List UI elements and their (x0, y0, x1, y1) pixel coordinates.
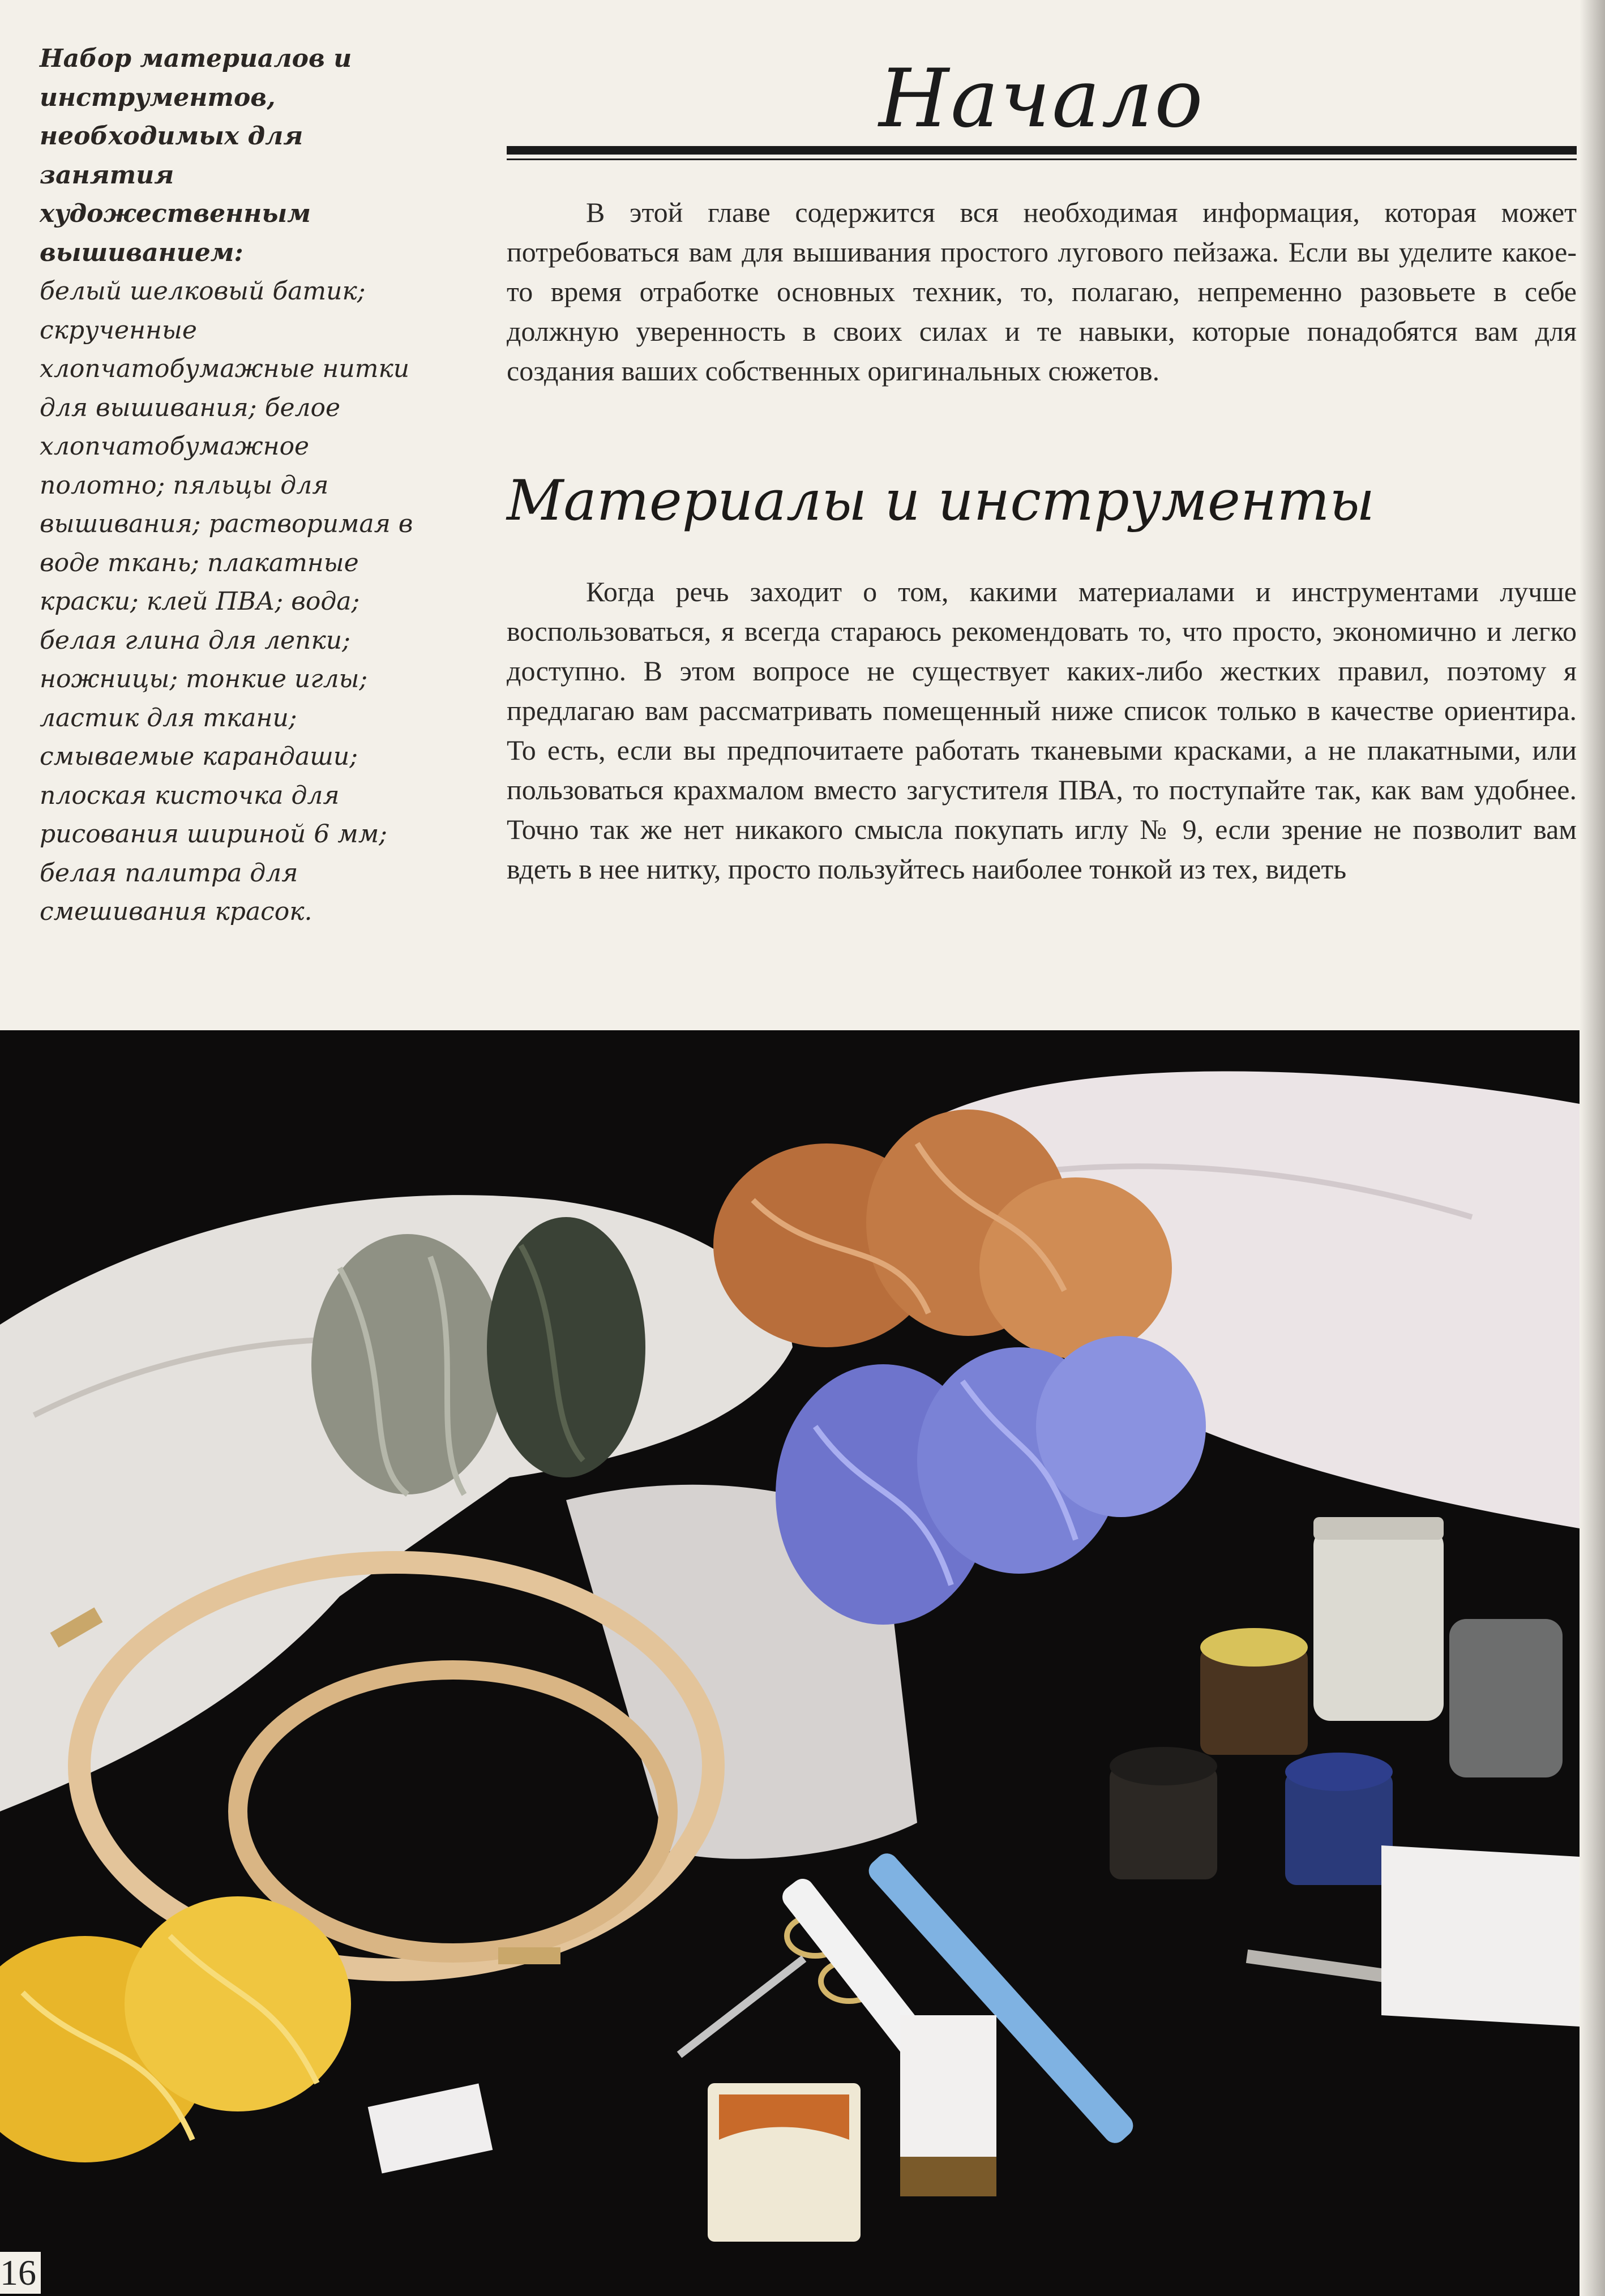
dark-green-thread-skein (487, 1217, 645, 1477)
sidebar-lead: Набор материалов и инструментов, необходимых для занятия художественным вышиванием: (40, 44, 352, 267)
gray-thread-skein (311, 1234, 504, 1494)
title-rule (507, 146, 1577, 155)
page-number: 16 (0, 2252, 41, 2294)
title-rule-thin (507, 159, 1577, 160)
section-title: Материалы и инструменты (507, 469, 1375, 533)
binding-shadow (1580, 0, 1605, 2296)
materials-photo (0, 1030, 1580, 2296)
materials-sidebar (40, 40, 442, 932)
white-palette (1381, 1845, 1580, 2027)
chapter-title: Начало (879, 52, 1205, 145)
chapter-intro: В этой главе содержится вся необходимая информация, которая может потребоваться вам для вышивания простого лугового пейзажа. Если вы уделите какое-то время отработке основных техник, то, полагаю, непременно разовьете в себе должную уверенность в своих силах и те навыки, которые понадобятся вам для создания ваших собственных оригинальных сюжетов. (507, 196, 1577, 387)
sidebar-materials-list: белый шелковый батик; скрученные хлопчатобумажные нитки для вышивания; белое хлопчатобумажное полотно; пяльцы для вышивания; растворимая в воде ткань; плакатные краски; клей ПВА; вода; белая глина для лепки; ножницы; тонкие иглы; ластик для ткани; смываемые карандаши; плоская кисточка для рисования шириной 6 мм; белая палитра для смешивания красок. (40, 277, 413, 926)
section-body: Когда речь заходит о том, какими материалами и инструментами лучше воспользоваться, я всегда стараюсь рекомендовать то, что просто, экономично и легко доступно. В этом вопросе не существует каких-либо жестких правил, поэтому я предлагаю вам рассматривать помещенный ниже список только в качестве ориентира. То есть, если вы предпочитаете работать тканевыми красками, а не плакатными, или пользоваться крахмалом вместо загустителя ПВА, то поступайте так, как вам удобнее. Точно так же нет никакого смысла покупать иглу № 9, если зрение не позволит вам вдеть в нее нитку, просто пользуйтесь наиболее тонкой из тех, видеть (507, 576, 1577, 885)
materials-photo-illustration (0, 1030, 1580, 2296)
white-clay (900, 2015, 996, 2157)
